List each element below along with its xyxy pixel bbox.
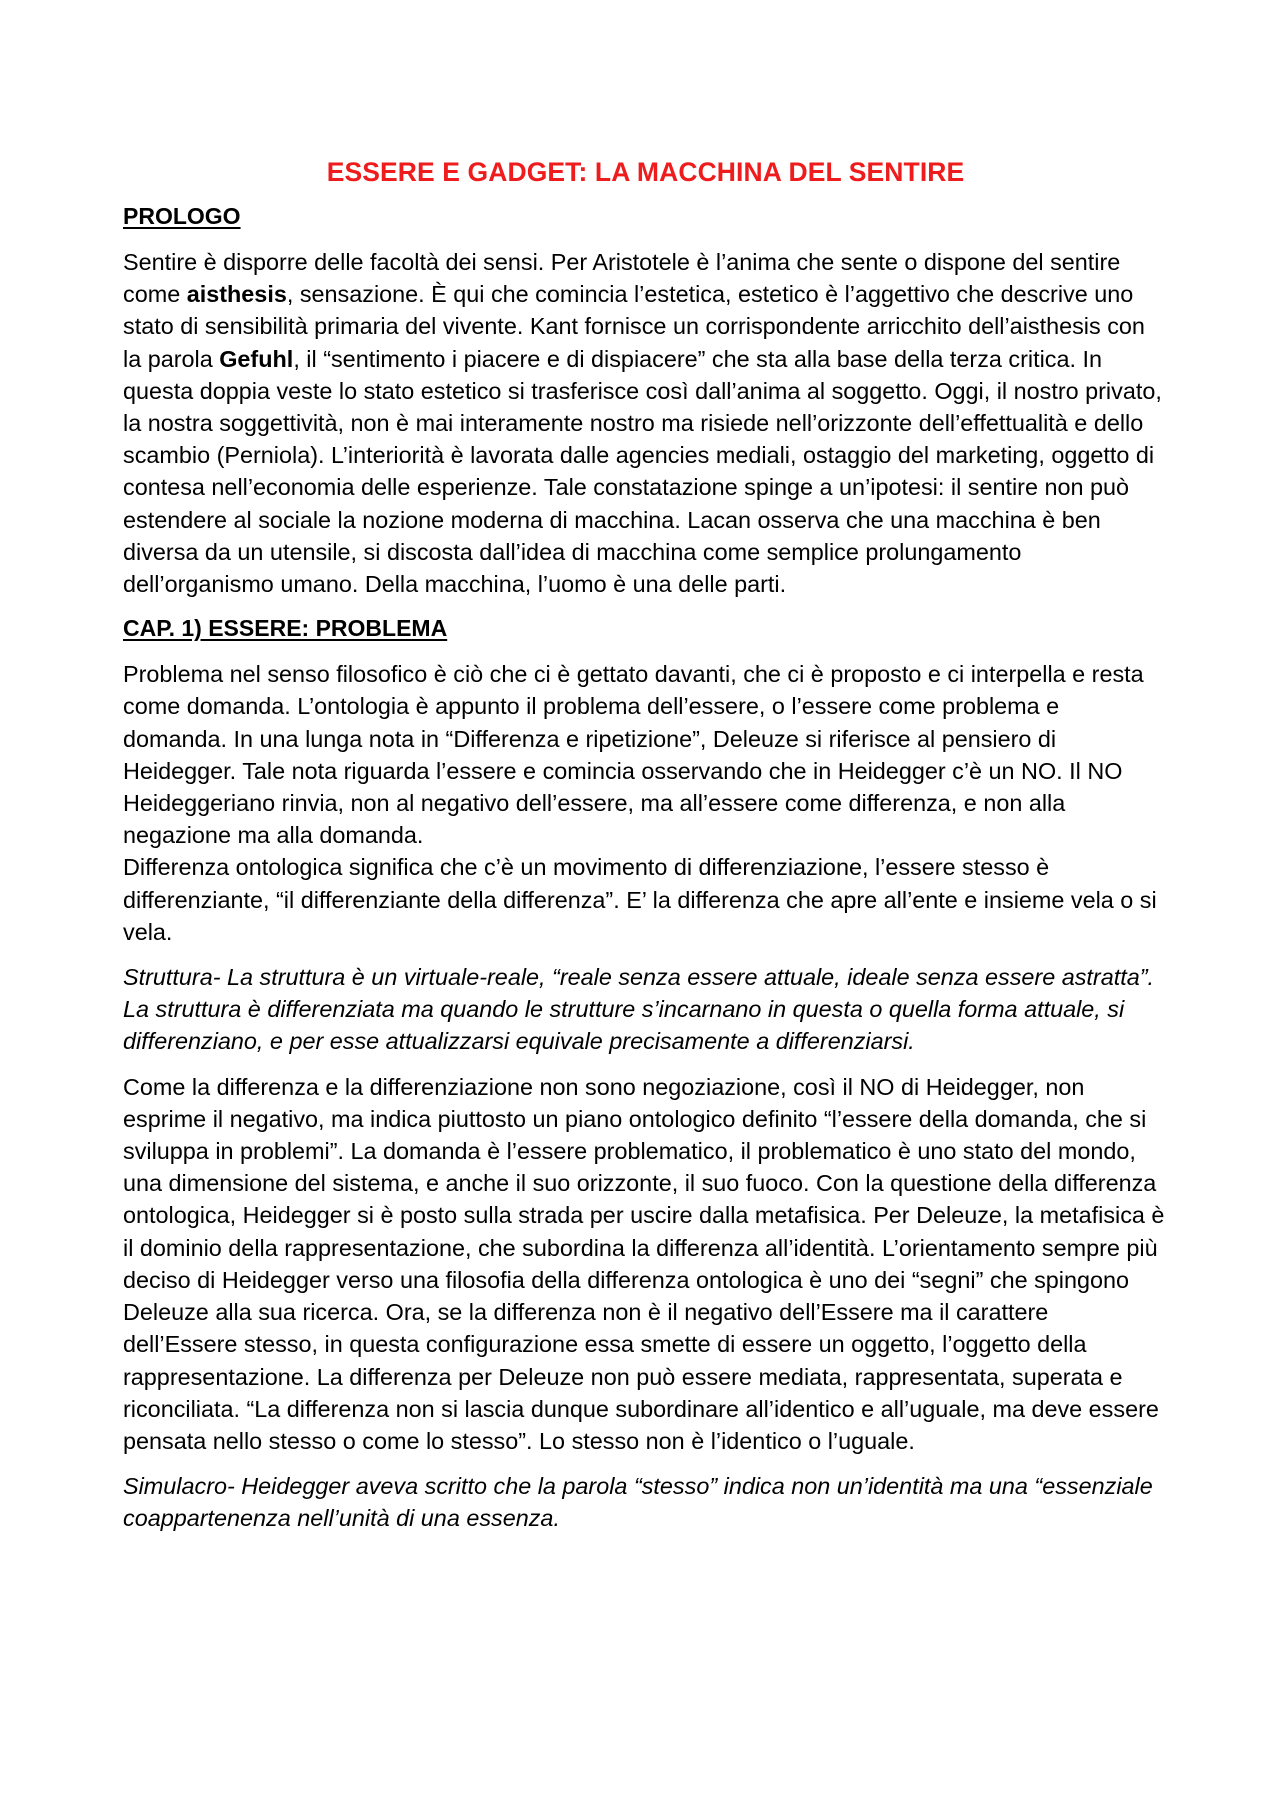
paragraph-differenza-ontologica: Differenza ontologica significa che c’è un movimento di differenziazione, l’essere stesso è differenziante, “il differenziante della differenza”. E’ la differenza che apre all’ente e insieme vela o si vela. <box>123 854 1157 945</box>
section-heading-cap1: CAP. 1) ESSERE: PROBLEMA <box>123 615 448 642</box>
text-run: , sensazione. È qui che comincia l’estetica, estetico è l’aggettivo che descrive uno stato di sensibilità primaria del vivente. Kant fornisce un corrispondente arricchito dell’aisthesis con la parola <box>123 281 1145 372</box>
paragraph-differenza-heidegger: Come la differenza e la differenziazione non sono negoziazione, così il NO di Heidegger, non esprime il negativo, ma indica piuttosto un piano ontologico definito “l’essere della domanda, che si sviluppa in problemi”. La domanda è l’essere problematico, il problematico è uno stato del mondo, una dimensione del sistema, e anche il suo orizzonte, il suo fuoco. Con la questione della differenza ontologica, Heidegger si è posto sulla strada per uscire dalla metafisica. Per Deleuze, la metafisica è il dominio della rappresentazione, che subordina la differenza all’identità. L’orientamento sempre più deciso di Heidegger verso una filosofia della differenza ontologica è uno dei “segni” che spingono Deleuze alla sua ricerca. Ora, se la differenza non è il negativo dell’Essere ma il carattere dell’Essere stesso, in questa configurazione essa smette di essere un oggetto, l’oggetto della rappresentazione. La differenza per Deleuze non può essere mediata, rappresentata, superata e riconciliata. “La differenza non si lascia dunque subordinare all’identico e all’uguale, ma deve essere pensata nello stesso o come lo stesso”. Lo stesso non è l’identico o l’uguale. <box>123 1073 1165 1454</box>
paragraph-prologo <box>123 246 1168 600</box>
text-run: Sentire è disporre delle facoltà dei sensi. Per Aristotele è l’anima che sente o dispone del sentire come <box>123 249 1121 308</box>
paragraph-struttura: Struttura- La struttura è un virtuale-reale, “reale senza essere attuale, ideale senza essere astratta”. La struttura è differenziata ma quando le strutture s’incarnano in questa o quella forma attuale, si differenziano, e per esse attualizzarsi equivale precisamente a differenziarsi. <box>123 964 1155 1055</box>
paragraph-simulacro: Simulacro- Heidegger aveva scritto che la parola “stesso” indica non un’identità ma una “essenziale coappartenenza nell’unità di una essenza. <box>123 1473 1153 1532</box>
paragraph-problema: Problema nel senso filosofico è ciò che ci è gettato davanti, che ci è proposto e ci interpella e resta come domanda. L’ontologia è appunto il problema dell’essere, o l’essere come problema e domanda. In una lunga nota in “Differenza e ripetizione”, Deleuze si riferisce al pensiero di Heidegger. Tale nota riguarda l’essere e comincia osservando che in Heidegger c’è un NO. Il NO Heideggeriano rinvia, non al negativo dell’essere, ma all’essere come differenza, e non alla negazione ma alla domanda. <box>123 661 1144 849</box>
bold-term-gefuhl: Gefuhl <box>219 345 294 372</box>
bold-term-aisthesis: aisthesis <box>186 281 287 308</box>
section-heading-prologo: PROLOGO <box>123 203 241 229</box>
document-title: ESSERE E GADGET: LA MACCHINA DEL SENTIRE <box>326 157 965 187</box>
text-run: , il “sentimento i piacere e di dispiacere” che sta alla base della terza critica. In questa doppia veste lo stato estetico si trasferisce così dall’anima al soggetto. Oggi, il nostro privato, la nostra soggettività, non è mai interamente nostro ma risiede nell’orizzonte dell’effettualità e dello scambio (Perniola). L’interiorità è lavorata dalle agencies mediali, ostaggio del marketing, oggetto di contesa nell’economia delle esperienze. Tale constatazione spinge a un’ipotesi: il sentire non può estendere al sociale la nozione moderna di macchina. Lacan osserva che una macchina è ben diversa da un utensile, si discosta dall’idea di macchina come semplice prolungamento dell’organismo umano. Della macchina, l’uomo è una delle parti. <box>123 345 1162 598</box>
